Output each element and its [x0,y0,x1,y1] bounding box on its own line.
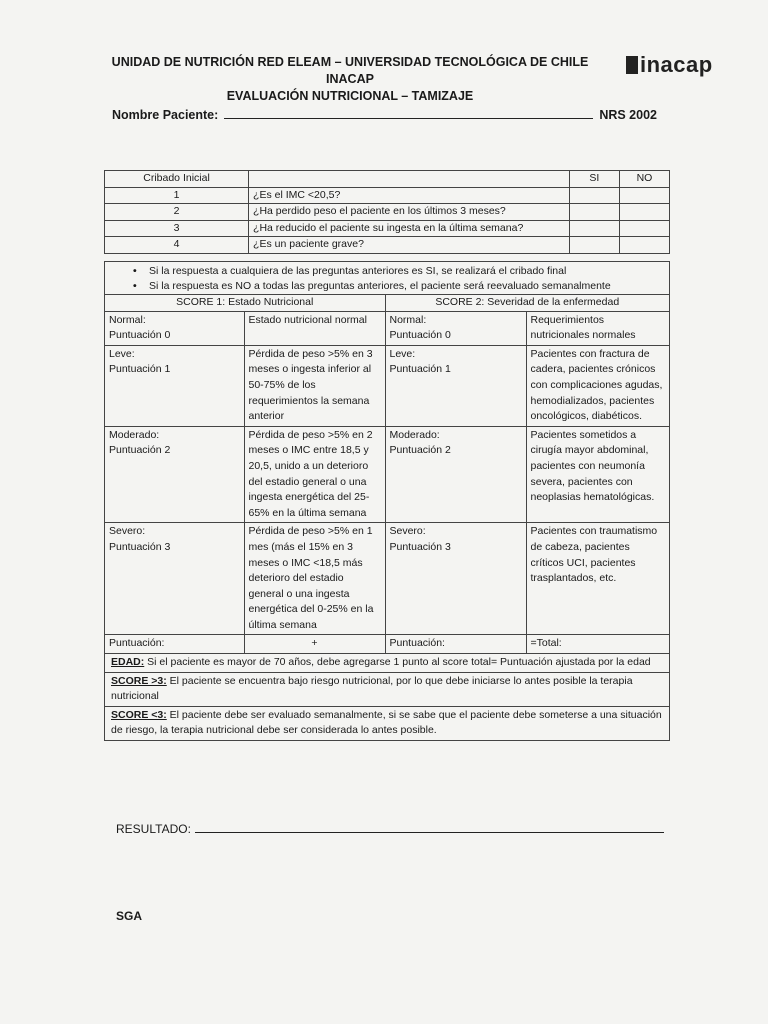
score2-level: Severo: Puntuación 3 [385,523,526,635]
result-field[interactable] [195,832,664,833]
screening-question: ¿Es el IMC <20,5? [249,187,570,204]
answer-si-cell[interactable] [569,220,619,237]
score1-description: Estado nutricional normal [244,311,385,345]
nrs-code: NRS 2002 [599,108,657,122]
note-key: EDAD: [111,656,145,669]
score-table [105,294,669,740]
plus-sign: + [244,635,385,654]
col-no: NO [619,171,669,188]
note-key: SCORE <3: [111,708,167,721]
score1-title: SCORE 1: Estado Nutricional [105,295,385,312]
instruction-item: • Si la respuesta a cualquiera de las preguntas anteriores es SI, se realizará el cribado final [133,264,669,279]
patient-name-label: Nombre Paciente: [112,108,219,122]
score2-description: Requerimientos nutricionales normales [526,311,669,345]
instructions-list [105,262,669,294]
note-text: El paciente se encuentra bajo riesgo nutricional, por lo que debe iniciarse lo antes posible la terapia nutricional [111,674,633,703]
total-label: =Total: [526,635,669,654]
score1-description: Pérdida de peso >5% en 3 meses o ingesta inferior al 50-75% de los requerimientos la semana anterior [244,345,385,426]
answer-no-cell[interactable] [619,237,669,254]
col-si: SI [569,171,619,188]
score-row [105,523,669,635]
screening-question: ¿Es un paciente grave? [249,237,570,254]
note-score-high [105,672,669,706]
sga-label: SGA [116,909,143,923]
answer-no-cell[interactable] [619,187,669,204]
screening-num: 3 [105,220,249,237]
note-score-low [105,706,669,740]
screening-question: ¿Ha reducido el paciente su ingesta en la última semana? [249,220,570,237]
score1-description: Pérdida de peso >5% en 1 mes (más el 15% en 3 meses o IMC <18,5 más deterioro del estadio general o una ingesta energética del 0-25% en la última semana [244,523,385,635]
score2-level: Normal: Puntuación 0 [385,311,526,345]
score1-level: Leve: Puntuación 1 [105,345,244,426]
score1-level: Moderado: Puntuación 2 [105,426,244,523]
final-screening-box [104,261,670,741]
note-row [105,672,669,706]
score2-description: Pacientes con traumatismo de cabeza, pacientes críticos UCI, pacientes trasplantados, etc. [526,523,669,635]
score2-title: SCORE 2: Severidad de la enfermedad [385,295,669,312]
note-edad [105,654,669,673]
screening-num: 1 [105,187,249,204]
header-line-1: UNIDAD DE NUTRICIÓN RED ELEAM – UNIVERSIDAD TECNOLÓGICA DE CHILE INACAP [111,55,589,86]
screening-header-blank [249,171,570,188]
logo-block-icon [626,56,638,74]
answer-no-cell[interactable] [619,220,669,237]
screening-row [105,187,670,204]
screening-question: ¿Ha perdido peso el paciente en los últimos 3 meses? [249,204,570,221]
note-text: Si el paciente es mayor de 70 años, debe agregarse 1 punto al score total= Puntuación ajustada por la edad [144,656,651,669]
patient-name-field[interactable] [224,118,593,119]
inacap-logo [626,52,713,78]
score-header-row [105,295,669,312]
answer-si-cell[interactable] [569,187,619,204]
screening-row [105,204,670,221]
logo-text: inacap [640,52,713,77]
screening-num: 4 [105,237,249,254]
score2-description: Pacientes con fractura de cadera, pacientes crónicos con complicaciones agudas, hemodializados, pacientes oncológicos, diabéticos. [526,345,669,426]
score1-points-label: Puntuación: [105,635,244,654]
answer-si-cell[interactable] [569,237,619,254]
score2-points-label: Puntuación: [385,635,526,654]
note-text: El paciente debe ser evaluado semanalmente, si se sabe que el paciente debe someterse a una situación de riesgo, la terapia nutricional debe ser considerada lo antes posible. [111,708,662,737]
result-label: RESULTADO: [116,822,191,836]
score-row [105,345,669,426]
patient-name-row [112,108,657,122]
screening-header-row [105,171,670,188]
document-header [100,54,600,105]
score-total-row [105,635,669,654]
initial-screening-table [104,170,670,254]
score-row [105,311,669,345]
score-row [105,426,669,523]
answer-no-cell[interactable] [619,204,669,221]
screening-row [105,237,670,254]
result-row [116,822,664,836]
score1-level: Normal: Puntuación 0 [105,311,244,345]
note-row [105,654,669,673]
note-key: SCORE >3: [111,674,167,687]
instruction-item: • Si la respuesta es NO a todas las preguntas anteriores, el paciente será reevaluado semanalmente [133,279,669,294]
score2-level: Moderado: Puntuación 2 [385,426,526,523]
score1-description: Pérdida de peso >5% en 2 meses o IMC entre 18,5 y 20,5, unido a un deterioro del estadio general o una ingesta energética del 25-65% en la última semana [244,426,385,523]
score1-level: Severo: Puntuación 3 [105,523,244,635]
score2-level: Leve: Puntuación 1 [385,345,526,426]
screening-num: 2 [105,204,249,221]
screening-row [105,220,670,237]
header-line-2: EVALUACIÓN NUTRICIONAL – TAMIZAJE [226,89,474,103]
answer-si-cell[interactable] [569,204,619,221]
note-row [105,706,669,740]
screening-header-label: Cribado Inicial [105,171,249,188]
score2-description: Pacientes sometidos a cirugía mayor abdominal, pacientes con neumonía severa, pacientes con neoplasias hematológicas. [526,426,669,523]
